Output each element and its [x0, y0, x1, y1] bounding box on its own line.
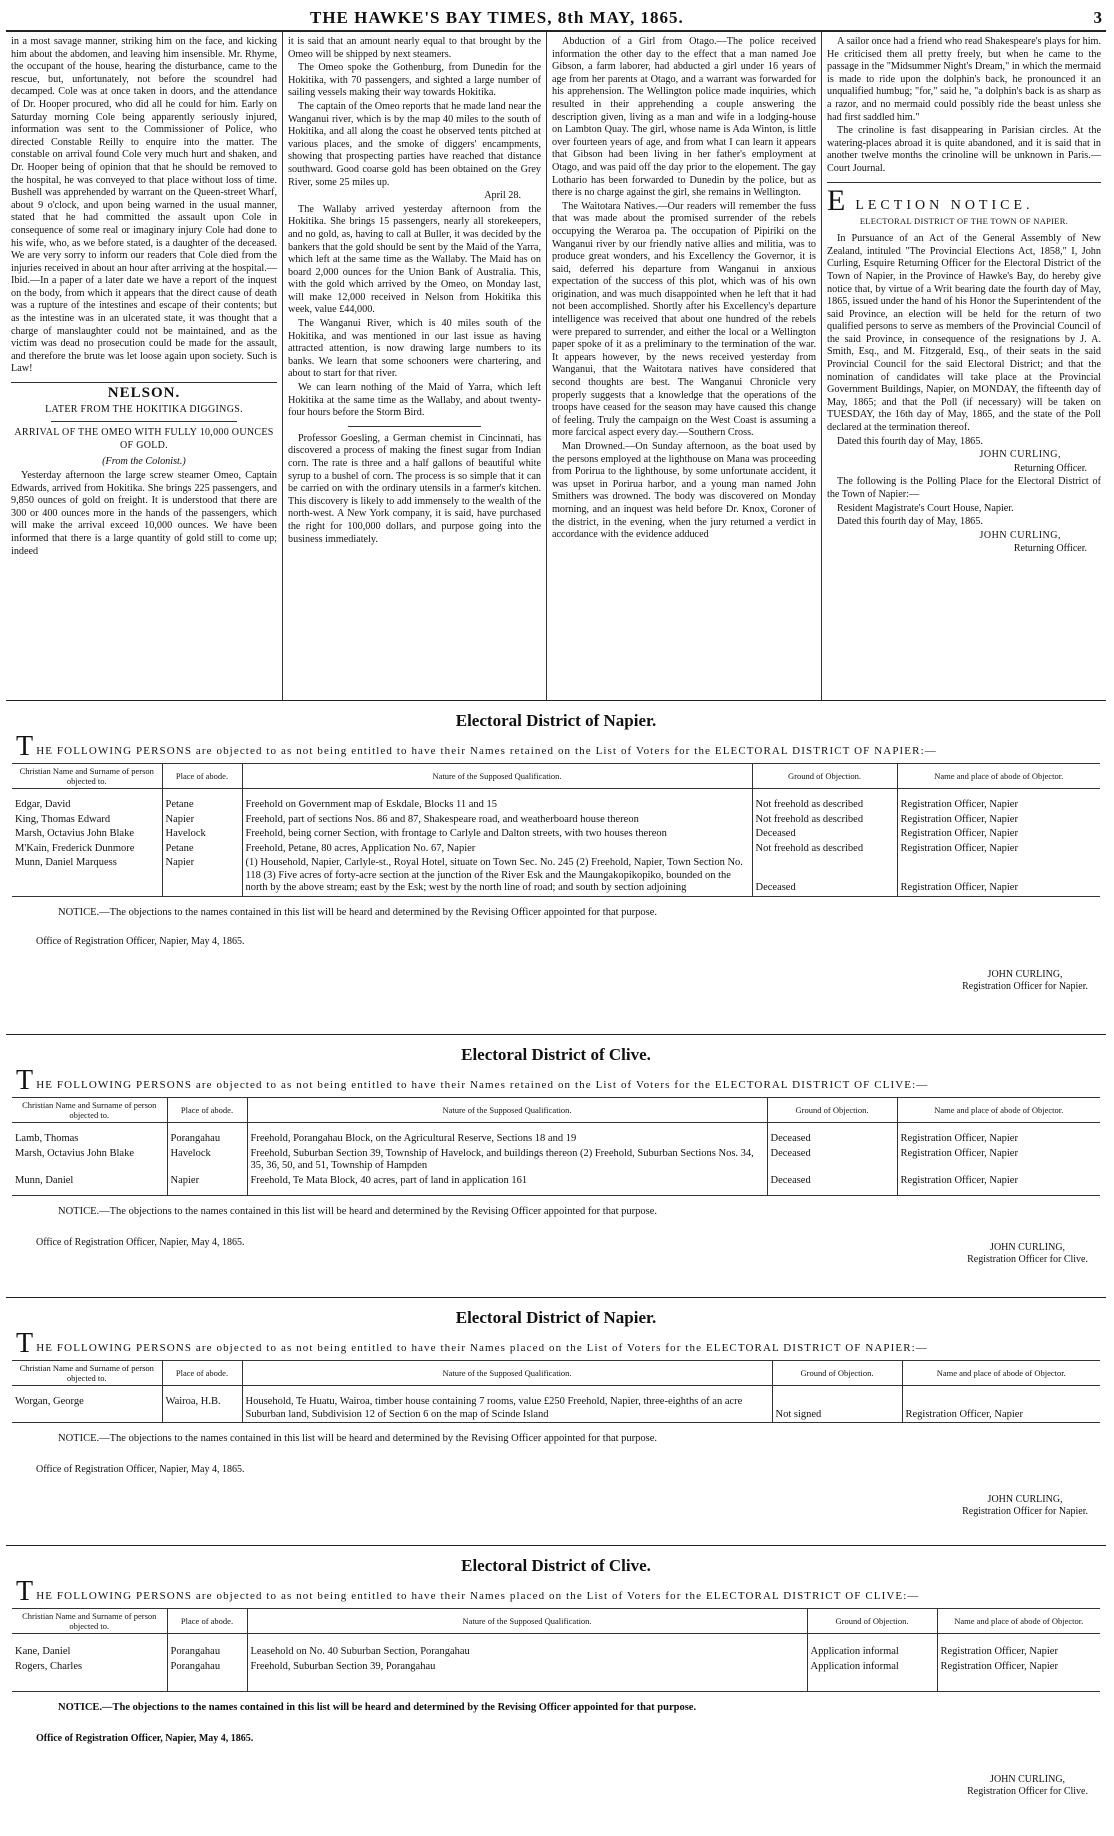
cell-qualification: Freehold, being corner Section, with frontage to Carlyle and Dalton streets, with two houses thereon	[242, 827, 752, 842]
column-header: Place of abode.	[162, 1361, 242, 1386]
column-header: Christian Name and Surname of person objected to.	[12, 1361, 162, 1386]
paragraph: it is said that an amount nearly equal to that brought by the Omeo will be shipped by next steamers.	[288, 36, 541, 60]
cell-objector: Registration Officer, Napier	[900, 828, 1018, 839]
cell-abode: Havelock	[167, 1147, 247, 1174]
article-source: (From the Colonist.)	[102, 456, 186, 468]
paragraph: We can learn nothing of the Maid of Yarra, which left Hokitika at the same time as the Wallaby, and about twenty-four hours before the Storm Bird.	[288, 382, 541, 419]
table-row	[12, 1660, 1100, 1692]
signature-title: Registration Officer for Clive.	[967, 1254, 1088, 1265]
table-row	[12, 1174, 1100, 1196]
table-row	[12, 789, 1100, 813]
column-header: Ground of Objection.	[772, 1361, 902, 1386]
paragraph: The following is the Polling Place for the Electoral District of the Town of Napier:—	[827, 476, 1101, 500]
column-2	[283, 32, 547, 700]
cell-ground: Not freehold as described	[752, 842, 897, 857]
column-header: Nature of the Supposed Qualification.	[242, 764, 752, 789]
objection-notice-napier-2	[6, 1308, 1106, 1546]
cell-abode: Havelock	[162, 827, 242, 842]
column-header: Ground of Objection.	[807, 1609, 937, 1634]
column-header: Nature of the Supposed Qualification.	[242, 1361, 772, 1386]
paragraph: Abduction of a Girl from Otago.—The police received information the other day to the effect that a man named Joe Gibson, a farm laborer, had abducted a girl under 16 years of age from her parents at Otago, and a warrant was forwarded for his apprehension. The Wellington police made inquiries, which resulted in their apprehending a couple answering the description given, living as a man and wife in a lodging-house on Lambton Quay. The girl, whose name is Ada Winton, is little over fourteen years of age, and from what I can learn it appears that Gibson had been living in her father's employment at Otago, and was paid off the day prior to the elopement. The gay Lothario has been forwarded to Dunedin by the police, but as there is no charge against the girl, she remains in Wellington.	[552, 36, 816, 199]
office-line: Office of Registration Officer, Napier, May 4, 1865.	[36, 1733, 254, 1744]
column-header: Name and place of abode of Objector.	[902, 1361, 1100, 1386]
column-header: Christian Name and Surname of person objected to.	[12, 1609, 167, 1634]
divider	[827, 182, 1101, 183]
cell-abode: Napier	[167, 1174, 247, 1196]
masthead-title: THE HAWKE'S BAY TIMES, 8th MAY, 1865.	[310, 8, 684, 27]
cell-name: M'Kain, Frederick Dunmore	[12, 842, 162, 857]
paragraph: Man Drowned.—On Sunday afternoon, as the boat used by the persons employed at the lighthouse on Mana was proceeding from Porirua to the lighthouse, by some unfortunate accident, it was upset in Porirua harbor, and a young man named John Smithers was drowned. The body was discovered on Monday morning, and an inquest was held before Dr. Knox, Coroner of the district, in the evening, when the jury returned a verdict in accordance with the evidence adduced	[552, 441, 816, 541]
cell-objector: Registration Officer, Napier	[905, 1408, 1023, 1420]
signature-name: JOHN CURLING,	[979, 449, 1061, 461]
notice-text: NOTICE.—The objections to the names contained in this list will be heard and determined by the Revising Officer appointed for that purpose.	[58, 1206, 658, 1217]
cell-qualification: Freehold on Government map of Eskdale, Blocks 11 and 15	[242, 789, 752, 813]
assault-article-text: in a most savage manner, striking him on the face, and kicking him about the abdomen, and leaving him insensible. Mr. Rhyme, the occupant of the house, hearing the disturbance, came to the rescue, but, unfortunately, not before the scoundrel had decamped. Cole was at once taken in doors, and the attendance of Dr. Hooper procured, who did all he could for him. Early on Saturday morning Cole being apparently seriously injured, information was sent to the Commissioner of Police, who directed Constable Reilly to enquire into the matter. The constable on arrival found Cole very much hurt and shaken, and Dr. Hooper being of opinion that that he should be removed to the hospital, he was conveyed to that place without loss of time. Bushell was apprehended by warrant on the Queen-street Wharf, about 9 o'clock, and upon being warned in the usual manner, stated that he had committed the assault upon Cole in consequence of some real or imaginary injury Cole had done to his wife, who, as we before stated, is a daughter of the deceased. We are very sorry to inform our readers that Cole died from the injuries received in about an hour after arriving at the hospital.—Ibid.—In a paper of a later date we have a report of the inquest on the body, from which it appears that the direct cause of death was a rupture of the intestines and escape of their contents; but as the intestine was in an ulcerated state, it was thought that a charge of manslaughter could not be maintained, and as the victim was dead no prosecution could be made for the assault, and therefore the brute was let loose again upon society. Such is Law!	[11, 36, 277, 375]
paragraph: The captain of the Omeo reports that he made land near the Wanganui river, which is by the map 40 miles to the south of Hokitika, and all along the coast he observed tents pitched at various places, and the smoke of diggers' encampments, showing that prospecting parties have reached that distance southward. Good coarse gold has been obtained on the Grey River, some 25 miles up.	[288, 100, 541, 188]
drop-cap: T	[16, 1065, 35, 1096]
cell-objector: Registration Officer, Napier	[900, 842, 1018, 854]
objection-notice-napier-1	[6, 711, 1106, 1035]
cell-abode: Porangahau	[167, 1123, 247, 1147]
section-heading-nelson: NELSON.	[11, 382, 277, 400]
signature-block	[962, 1494, 1088, 1518]
cell-ground: Deceased	[752, 856, 897, 896]
objection-table	[12, 763, 1100, 897]
cell-qualification: Freehold, Porangahau Block, on the Agricultural Reserve, Sections 18 and 19	[247, 1123, 767, 1147]
signature-name: JOHN CURLING,	[979, 529, 1061, 541]
column-header: Nature of the Supposed Qualification.	[247, 1098, 767, 1123]
cell-ground: Deceased	[767, 1147, 897, 1174]
cell-ground: Application informal	[807, 1660, 937, 1692]
notice-heading: Electoral District of Clive.	[461, 1556, 651, 1575]
signature-block	[967, 1774, 1088, 1798]
cell-name: Worgan, George	[12, 1386, 162, 1423]
column-header: Name and place of abode of Objector.	[897, 764, 1100, 789]
cell-ground: Application informal	[807, 1634, 937, 1660]
column-header: Place of abode.	[162, 764, 242, 789]
cell-abode: Petane	[162, 842, 242, 857]
cell-abode: Napier	[162, 813, 242, 828]
cell-abode: Porangahau	[167, 1660, 247, 1692]
cell-name: Rogers, Charles	[12, 1660, 167, 1692]
column-1	[6, 32, 283, 700]
cell-objector: Registration Officer, Napier	[900, 813, 1018, 825]
dated-line: Dated this fourth day of May, 1865.	[837, 435, 983, 447]
cell-name: Marsh, Octavius John Blake	[12, 1147, 167, 1174]
drop-cap: T	[16, 731, 35, 762]
page-header	[6, 0, 1106, 32]
signature-block	[967, 1242, 1088, 1266]
signature-name: JOHN CURLING,	[987, 1494, 1063, 1505]
cell-qualification: Freehold, Te Mata Block, 40 acres, part of land in application 161	[247, 1174, 767, 1196]
table-row	[12, 1123, 1100, 1147]
notice-text: NOTICE.—The objections to the names contained in this list will be heard and determined by the Revising Officer appointed for that purpose.	[58, 1433, 658, 1444]
column-header: Name and place of abode of Objector.	[897, 1098, 1100, 1123]
divider	[348, 426, 481, 427]
cell-name: King, Thomas Edward	[12, 813, 162, 828]
cell-name: Marsh, Octavius John Blake	[12, 827, 162, 842]
paragraph: Professor Goesling, a German chemist in Cincinnati, has discovered a process of making the finest sugar from Indian corn. The rate is three and a half gallons of beautiful white syrup to a bushel of corn. The process is so simple that it can be carried on with the ordinary utensils in a farmer's kitchen. This discovery is likely to add immensely to the wealth of the north-west. A New York company, it is said, have purchased the right for 100,000 dollars, and purpose going into the business immediately.	[288, 432, 541, 545]
signature-name: JOHN CURLING,	[990, 1774, 1066, 1785]
signature-name: JOHN CURLING,	[990, 1242, 1066, 1253]
cell-objector: Registration Officer, Napier	[900, 1133, 1018, 1144]
cell-ground: Deceased	[752, 827, 897, 842]
paragraph: The Wanganui River, which is 40 miles south of the Hokitika, and was mentioned in our last issue as having attracted attention, is now drawing large numbers to its banks. We learn that some schooners were chartering, and about to start for that river.	[288, 318, 541, 380]
drop-cap: T	[16, 1328, 35, 1359]
cell-qualification: Freehold, Petane, 80 acres, Application No. 67, Napier	[242, 842, 752, 857]
notice-text: NOTICE.—The objections to the names contained in this list will be heard and determined by the Revising Officer appointed for that purpose.	[58, 1702, 697, 1713]
subheading-hokitika: LATER FROM THE HOKITIKA DIGGINGS.	[45, 403, 243, 415]
cell-name: Munn, Daniel	[12, 1174, 167, 1196]
notice-heading: Electoral District of Napier.	[455, 711, 657, 730]
column-header: Name and place of abode of Objector.	[937, 1609, 1100, 1634]
drop-cap: E	[827, 183, 850, 217]
objection-table	[12, 1360, 1100, 1423]
office-line: Office of Registration Officer, Napier, May 4, 1865.	[36, 1237, 245, 1248]
signature-block	[962, 969, 1088, 993]
table-row	[12, 813, 1100, 828]
office-line: Office of Registration Officer, Napier, May 4, 1865.	[36, 935, 245, 947]
signature-title: Registration Officer for Napier.	[962, 1506, 1088, 1517]
objection-table	[12, 1097, 1100, 1196]
page-number: 3	[1093, 8, 1102, 27]
notice-heading: Electoral District of Clive.	[461, 1045, 651, 1064]
cell-ground: Deceased	[767, 1174, 897, 1196]
divider	[51, 421, 237, 422]
office-line: Office of Registration Officer, Napier, May 4, 1865.	[36, 1464, 245, 1475]
intro-text: HE FOLLOWING PERSONS are objected to as not being entitled to have their Names placed on the List of Voters for the ELECTORAL DISTRICT OF CLIVE:—	[36, 1590, 920, 1602]
cell-objector: Registration Officer, Napier	[940, 1660, 1058, 1672]
cell-objector: Registration Officer, Napier	[900, 882, 1018, 893]
newspaper-page	[6, 0, 1106, 1822]
election-notice-title	[827, 183, 1101, 217]
intro-text: HE FOLLOWING PERSONS are objected to as not being entitled to have their Names retained on the List of Voters for the ELECTORAL DISTRICT OF NAPIER:—	[36, 745, 937, 757]
cell-ground: Not signed	[772, 1386, 902, 1423]
cell-qualification: Freehold, Suburban Section 39, Porangahau	[247, 1660, 807, 1692]
column-header: Place of abode.	[167, 1609, 247, 1634]
notice-title-text: LECTION NOTICE.	[855, 197, 1034, 213]
cell-abode: Porangahau	[167, 1634, 247, 1660]
cell-abode: Petane	[162, 789, 242, 813]
column-header: Ground of Objection.	[767, 1098, 897, 1123]
column-3	[547, 32, 822, 700]
objection-notice-clive-1	[6, 1045, 1106, 1298]
cell-name: Munn, Daniel Marquess	[12, 856, 162, 896]
notice-text: NOTICE.—The objections to the names contained in this list will be heard and determined by the Revising Officer appointed for that purpose.	[58, 906, 658, 918]
paragraph: The Waitotara Natives.—Our readers will remember the fuss that was made about the promised surrender of the rebels occupying the Weraroa pa. The occupation of Pipiriki on the Wanganui river by our friendly native allies and militia, was to produce great wonders, and his Excellency the Governor, it is said, deferred his departure from Wanganui in anxious expectation of the success of this plot, which was of his own origination, and was much disappointed when he left that it had not been accomplished. Shortly after his Excellency's departure intelligence was received that about one hundred of the rebels were prepared to surrender, and either the local or a Wellington paper spoke of it as a preliminary to the termination of the war. It appears however, by the news received yesterday from Wanganui, that the Waitotara natives have considered that second thoughts are best. The Wanganui Chronicle very properly suggests that a knowledge that the operations of the troops have ceased for the season may have caused this change of feeling. Truly the campaign on the West Coast is assuming a more farcical aspect every day.—Southern Cross.	[552, 200, 816, 439]
notice-heading: Electoral District of Napier.	[455, 1308, 657, 1327]
table-row	[12, 842, 1100, 857]
cell-name: Kane, Daniel	[12, 1634, 167, 1660]
column-header: Christian Name and Surname of person objected to.	[12, 764, 162, 789]
cell-objector: Registration Officer, Napier	[900, 1147, 1018, 1159]
paragraph: The crinoline is fast disappearing in Parisian circles. At the watering-places abroad it is quite abandoned, and it is said that in another twelve months the crinoline will be unknown in Paris.—Court Journal.	[827, 125, 1101, 174]
paragraph: In Pursuance of an Act of the General Assembly of New Zealand, intituled "The Provincial Elections Act, 1858," I, John Curling, Esquire Returning Officer for the Electoral District of the Town of Napier, in the Province of Hawke's Bay, do hereby give notice that, by virtue of a Writ bearing date the fourth day of May, 1865, issued under the hand of his Honor the Superintendent of the said Province, an election will be held for the return of two qualified persons to serve as members of the Provincial Council of the said Province, in consequence of the resignations by J. A. Smith, Esq., and M. Fitzgerald, Esq., of their seats in the said Provincial Council for the said Electoral District; and that the nomination of candidates will take place at the Provincial Government Buildings, Napier, on MONDAY, the fifteenth day of May, 1865; and that the Poll (if necessary) will be taken on TUESDAY, the 16th day of May, 1865, and the state of the Poll declared at the termination thereof.	[827, 233, 1101, 434]
cell-ground: Not freehold as described	[752, 789, 897, 813]
cell-objector: Registration Officer, Napier	[900, 799, 1018, 810]
notice-intro	[16, 1328, 1100, 1359]
column-header: Place of abode.	[167, 1098, 247, 1123]
notice-intro	[16, 1065, 1100, 1096]
notice-intro	[16, 1576, 1100, 1607]
paragraph: The Omeo spoke the Gothenburg, from Dunedin for the Hokitika, with 70 passengers, and sighted a large number of sailing vessels making their way towards Hokitika.	[288, 62, 541, 99]
cell-qualification: Household, Te Huatu, Wairoa, timber house containing 7 rooms, value £250 Freehold, Napier, three-eighths of an acre Suburban land, Subdivision 12 of Section 6 on the map of Scinde Island	[242, 1386, 772, 1423]
cell-qualification: Freehold, Suburban Section 39, Township of Havelock, and buildings thereon (2) Freehold, Suburban Sections Nos. 34, 35, 36, 50, and 51, Township of Hampden	[247, 1147, 767, 1174]
drop-cap: T	[16, 1576, 35, 1607]
cell-ground: Not freehold as described	[752, 813, 897, 828]
column-header: Nature of the Supposed Qualification.	[247, 1609, 807, 1634]
omeo-article-text: Yesterday afternoon the large screw steamer Omeo, Captain Edwards, arrived from Hokitika. She brings 225 passengers, and 9,850 ounces of gold on freight. It is understood that there are 300 or 400 ounces more in the hands of the passengers, which will make the arrival exceed 10,000 ounces. We have been informed that there is a large quantity of gold still to come up; indeed	[11, 470, 277, 557]
intro-text: HE FOLLOWING PERSONS are objected to as not being entitled to have their Names placed on the List of Voters for the ELECTORAL DISTRICT OF NAPIER:—	[36, 1342, 928, 1354]
cell-ground: Deceased	[767, 1123, 897, 1147]
column-header: Ground of Objection.	[752, 764, 897, 789]
column-header: Christian Name and Surname of person objected to.	[12, 1098, 167, 1123]
cell-qualification: (1) Household, Napier, Carlyle-st., Royal Hotel, situate on Town Sec. No. 245 (2) Freehold, Napier, Town Section No. 118 (3) Five acres of forty-acre section at the junction of the River Esk and the Maungakopikopiko, bounded on the north by the above stream; east by the Esk; west by the north line of road; and south by section adjoining	[242, 856, 752, 896]
signature-title: Registration Officer for Napier.	[962, 981, 1088, 992]
dated-line: Dated this fourth day of May, 1865.	[837, 516, 983, 528]
signature-title: Returning Officer.	[1013, 543, 1087, 555]
cell-name: Lamb, Thomas	[12, 1123, 167, 1147]
subheading-omeo: ARRIVAL OF THE OMEO WITH FULLY 10,000 OUNCES OF GOLD.	[14, 427, 274, 451]
table-row	[12, 1147, 1100, 1174]
table-row	[12, 856, 1100, 896]
column-4	[822, 32, 1106, 700]
cell-objector: Registration Officer, Napier	[940, 1646, 1058, 1657]
cell-qualification: Freehold, part of sections Nos. 86 and 87, Shakespeare road, and weatherboard house thereon	[242, 813, 752, 828]
cell-name: Edgar, David	[12, 789, 162, 813]
table-row	[12, 1634, 1100, 1660]
notice-intro	[16, 731, 1100, 762]
dateline: April 28.	[484, 190, 521, 202]
paragraph: Resident Magistrate's Court House, Napier.	[837, 502, 1014, 514]
signature-name: JOHN CURLING,	[987, 969, 1063, 980]
cell-objector: Registration Officer, Napier	[900, 1174, 1018, 1186]
paragraph: A sailor once had a friend who read Shakespeare's plays for him. He criticised them all pretty freely, but when he came to the passage in the "Midsummer Night's Dream," in which the mermaid is made to ride upon the dolphin's back, he pronounced it an unqualified humbug; "for," said he, "a dolphin's back is as sharp as a razor, and no mermaid could possibly ride the beast unless she had first saddled him."	[827, 36, 1101, 123]
signature-title: Returning Officer.	[1013, 462, 1087, 474]
paragraph: The Wallaby arrived yesterday afternoon from the Hokitika. She brings 15 passengers, nearly all storekeepers, and no gold, as, having to call at Buller, it was decided by the bankers that the gold should be sent by the Maid of the Yarra, which left at the same time as the Wallaby. The Maid has on board 2,000 ounces for the Union Bank of Australia. This, with the gold which arrived by the Omeo, on Monday last, will make 12,000 received in Nelson from Hokitika this week, value £44,000.	[288, 203, 541, 316]
table-row	[12, 1386, 1100, 1423]
objection-table	[12, 1608, 1100, 1692]
table-row	[12, 827, 1100, 842]
cell-abode: Wairoa, H.B.	[162, 1386, 242, 1423]
notice-subtitle: ELECTORAL DISTRICT OF THE TOWN OF NAPIER.	[859, 215, 1069, 226]
cell-abode: Napier	[162, 856, 242, 896]
intro-text: HE FOLLOWING PERSONS are objected to as not being entitled to have their Names retained on the List of Voters for the ELECTORAL DISTRICT OF CLIVE:—	[36, 1079, 929, 1091]
cell-qualification: Leasehold on No. 40 Suburban Section, Porangahau	[247, 1634, 807, 1660]
article-columns	[6, 32, 1106, 701]
signature-title: Registration Officer for Clive.	[967, 1786, 1088, 1797]
objection-notice-clive-2	[6, 1556, 1106, 1836]
